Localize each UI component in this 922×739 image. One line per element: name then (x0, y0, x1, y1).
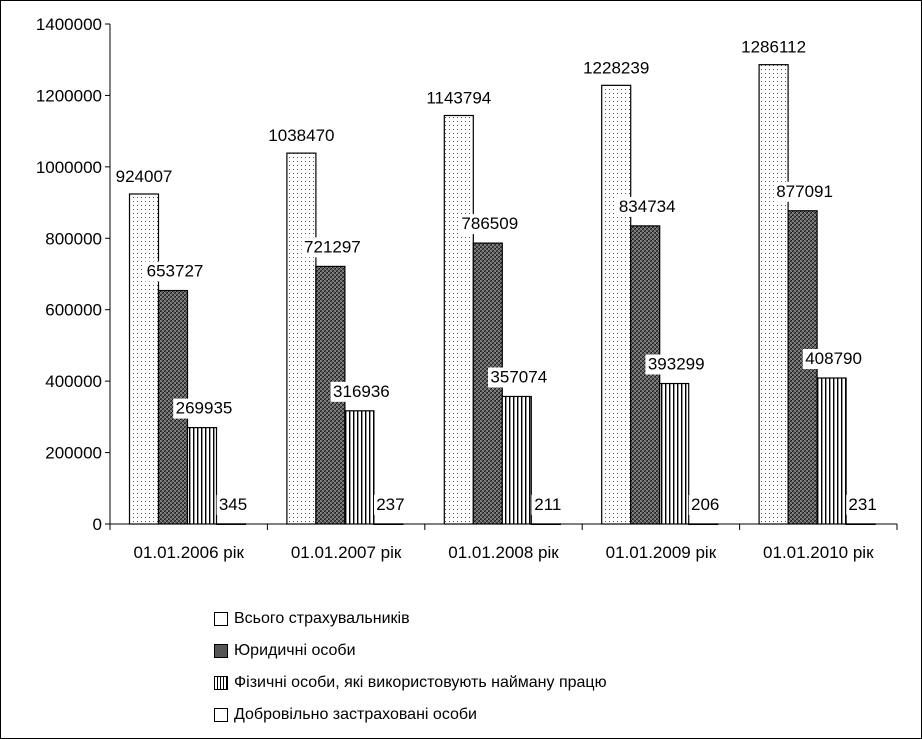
data-label: 834734 (618, 196, 676, 216)
data-label: 269935 (175, 398, 233, 418)
bar (287, 153, 316, 524)
bar (846, 524, 875, 525)
legend-swatch-individuals-employers (214, 676, 228, 690)
data-label: 877091 (776, 181, 833, 201)
y-tick-label: 200000 (45, 443, 102, 463)
legend-swatch-voluntary (214, 708, 228, 722)
legend (214, 603, 607, 731)
data-label: 786509 (461, 214, 519, 234)
y-tick-label: 600000 (45, 300, 102, 320)
bar (759, 65, 788, 524)
bar (444, 116, 473, 524)
bar (502, 396, 531, 524)
bar (531, 524, 560, 525)
data-label: 206 (691, 494, 720, 514)
legend-label-individuals-employers: Фізичні особи, які використовують найману працю (234, 674, 607, 691)
bar (602, 85, 631, 524)
x-tick-label: 01.01.2006 рік (133, 543, 244, 562)
legend-swatch-total (214, 612, 228, 626)
data-label: 393299 (647, 354, 705, 374)
legend-label-voluntary: Добровільно застраховані особи (234, 706, 477, 723)
bar (660, 384, 689, 524)
legend-item-individuals-employers (214, 667, 607, 699)
bar (631, 226, 660, 524)
data-label: 211 (534, 494, 562, 514)
y-tick-label: 1000000 (35, 157, 102, 177)
data-label: 1143794 (426, 88, 492, 108)
bar (817, 378, 846, 524)
bar (345, 411, 374, 524)
data-label: 721297 (304, 237, 361, 257)
y-tick-label: 1200000 (35, 86, 102, 106)
data-label: 357074 (490, 367, 548, 387)
legend-label-legal-entities: Юридичні особи (234, 642, 356, 659)
data-label: 1038470 (268, 126, 335, 146)
bar (689, 524, 718, 525)
data-label: 316936 (333, 381, 390, 401)
y-tick-label: 800000 (45, 229, 102, 249)
legend-item-total (214, 603, 607, 635)
legend-swatch-legal-entities (214, 644, 228, 658)
bar (130, 194, 159, 524)
data-label: 408790 (805, 349, 862, 369)
legend-label-total: Всього страхувальників (234, 610, 410, 627)
data-label: 1228239 (583, 58, 650, 78)
bar (374, 524, 403, 525)
legend-item-legal-entities (214, 635, 607, 667)
x-tick-label: 01.01.2010 рік (763, 543, 874, 562)
data-label: 345 (218, 494, 248, 514)
data-label: 237 (376, 494, 405, 514)
x-tick-label: 01.01.2007 рік (290, 543, 402, 562)
y-tick-label: 400000 (45, 372, 102, 392)
x-tick-label: 01.01.2009 рік (605, 543, 717, 562)
data-label: 1286112 (741, 37, 807, 57)
y-tick-label: 0 (92, 515, 102, 534)
y-tick-label: 1400000 (35, 15, 102, 34)
bar (217, 524, 246, 525)
data-label: 653727 (146, 261, 204, 281)
x-tick-label: 01.01.2008 рік (448, 543, 559, 562)
legend-item-voluntary (214, 699, 607, 731)
bar (188, 428, 217, 524)
data-label: 924007 (115, 166, 173, 186)
data-label: 231 (848, 494, 877, 514)
